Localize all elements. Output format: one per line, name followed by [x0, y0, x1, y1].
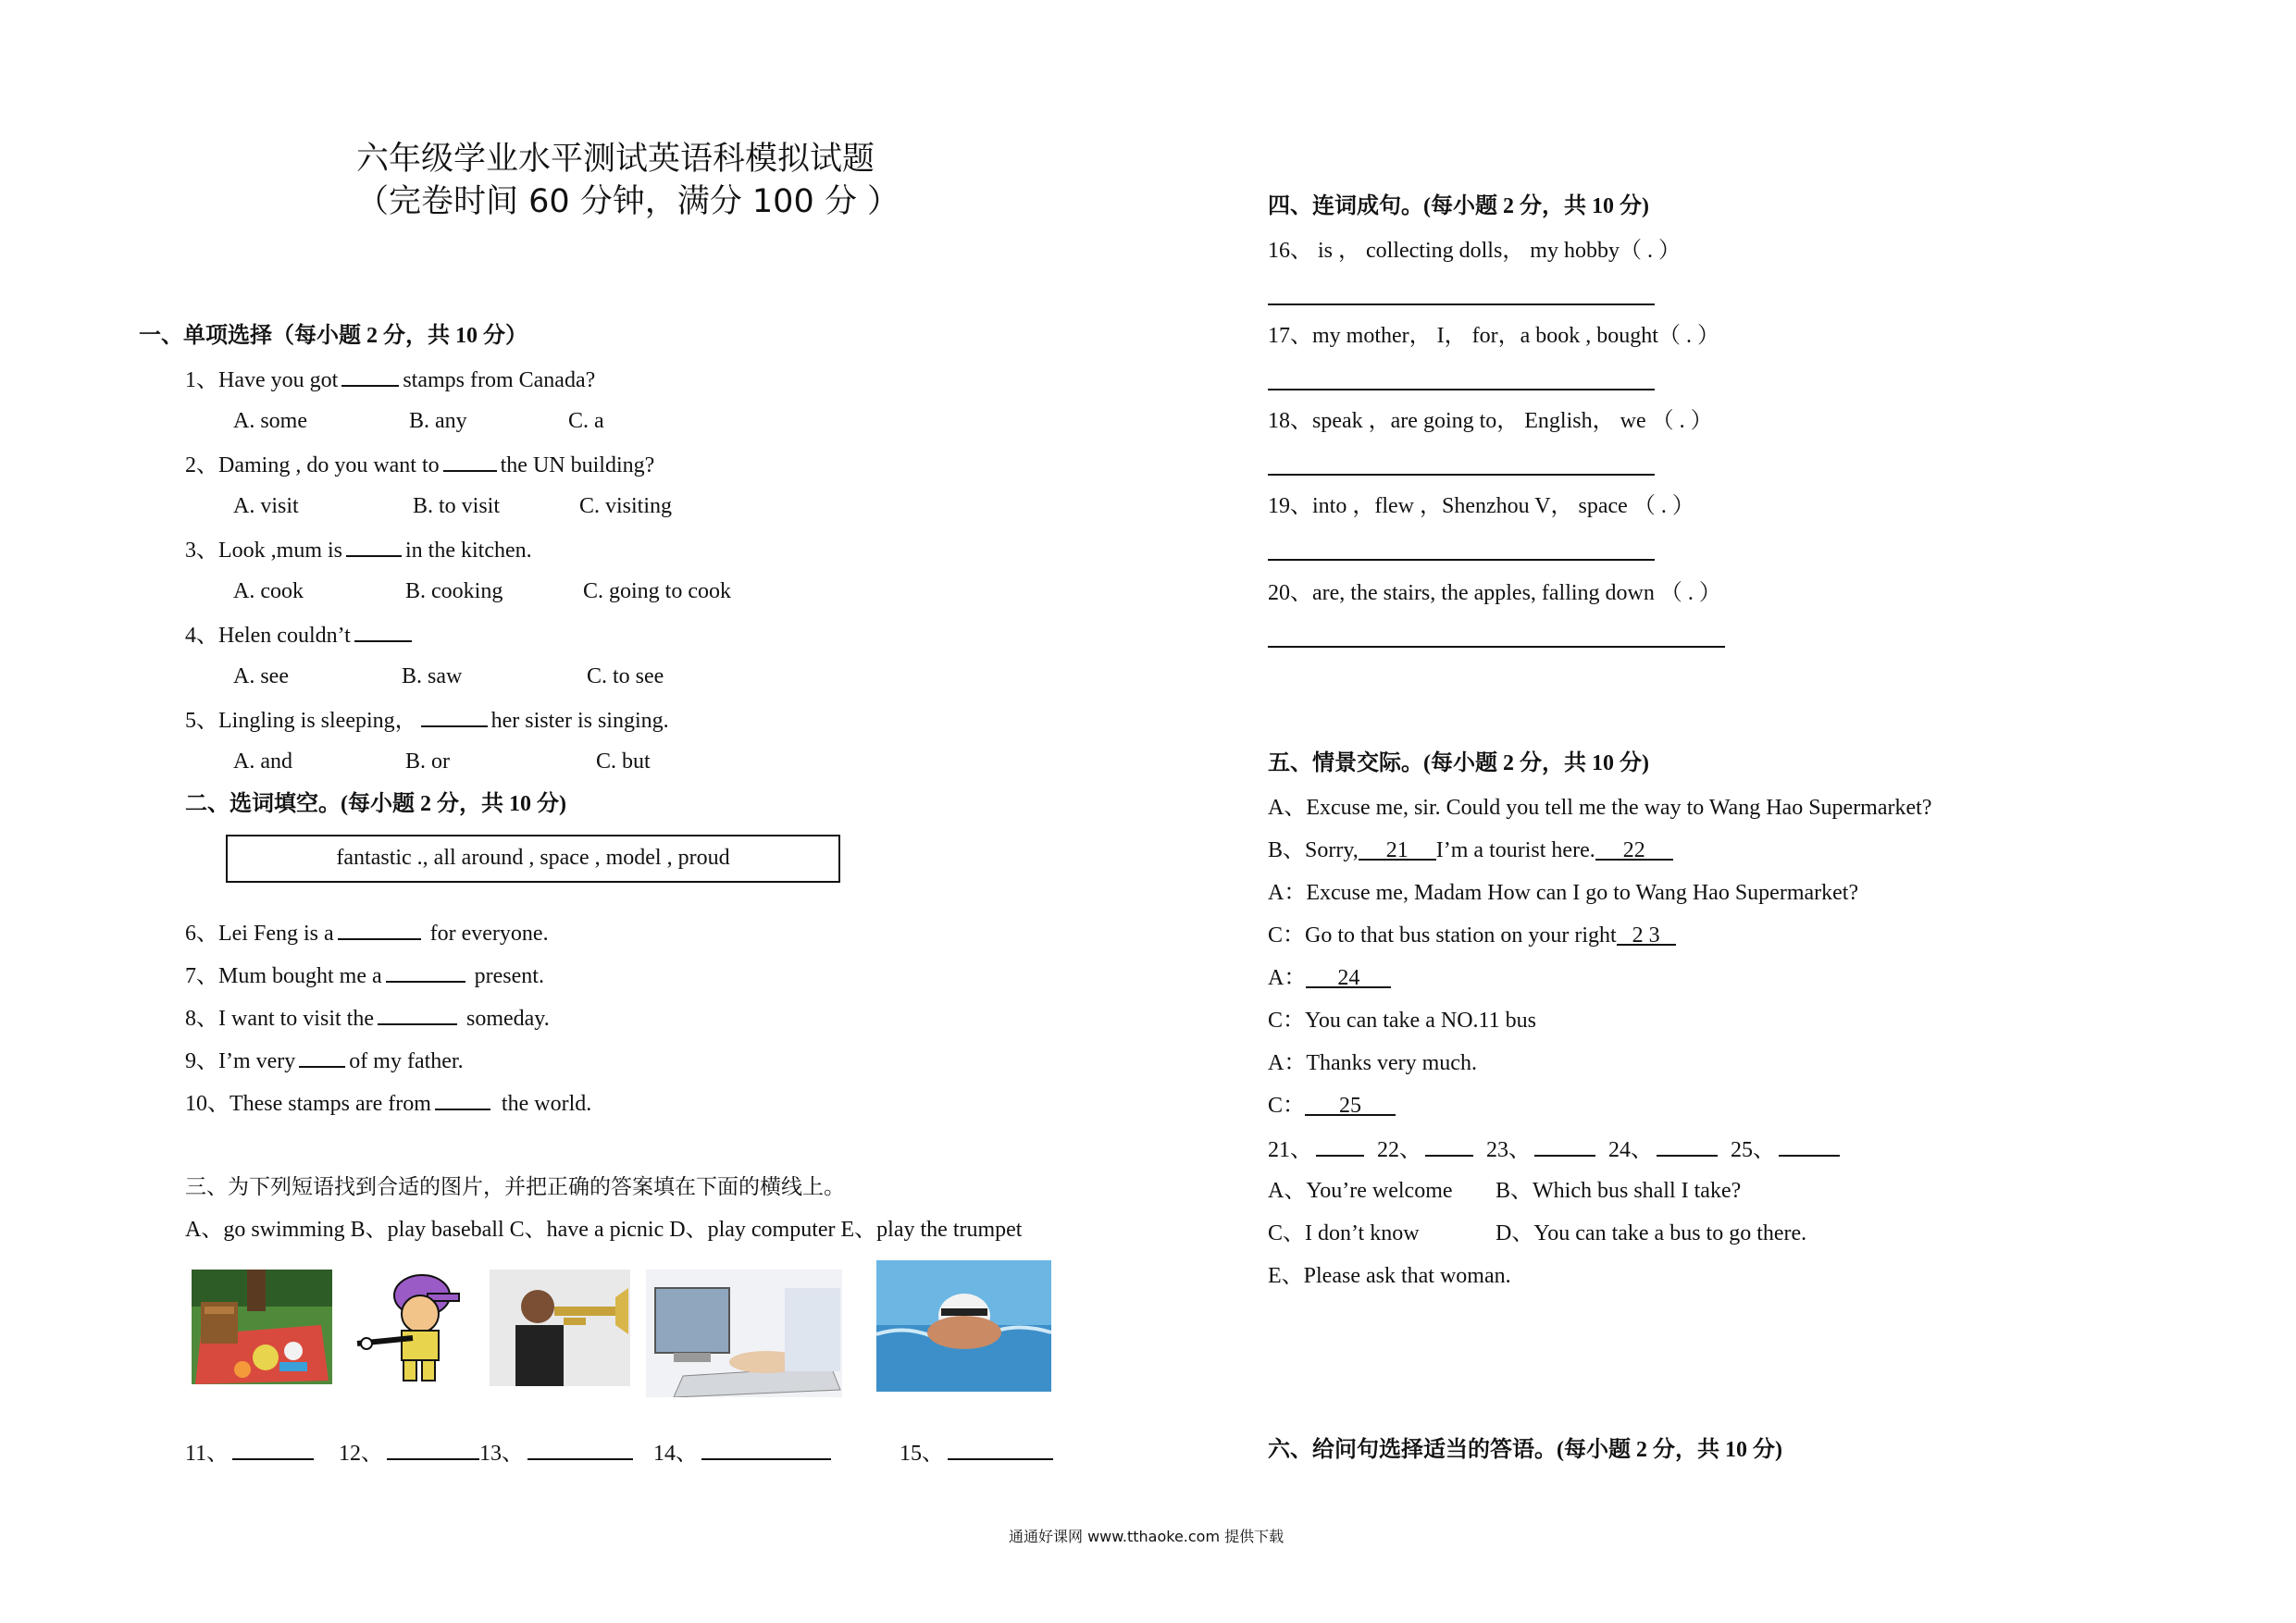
question-18: 18、speak ，are going to， English， we （ . ） — [1268, 409, 1713, 433]
dialogue-option-a: A、You’re welcome — [1268, 1179, 1453, 1203]
dialogue-option-e: E、Please ask that woman. — [1268, 1264, 1511, 1288]
question-6: 6、Lei Feng is a for everyone. — [185, 918, 549, 948]
question-16: 16、 is ， collecting dolls， my hobby（ . ） — [1268, 239, 1681, 263]
dialogue-blank-24: 24 — [1306, 964, 1391, 988]
section-5-heading: 五、情景交际。(每小题 2 分，共 10 分) — [1268, 751, 1649, 775]
q1-option-a: A. some — [233, 409, 307, 433]
q4-option-c: C. to see — [587, 664, 664, 688]
dialogue-line-2: B、Sorry, 21 I’m a tourist here. 22 — [1268, 836, 1673, 864]
dialogue-line-4: C：Go to that bus station on your right 2 3 — [1268, 922, 1676, 949]
question-3: 3、Look ,mum is in the kitchen. — [185, 535, 532, 564]
section-4-heading: 四、连词成句。(每小题 2 分，共 10 分) — [1268, 194, 1649, 218]
q4-option-b: B. saw — [402, 664, 463, 688]
baseball-picture — [348, 1270, 474, 1388]
picnic-picture — [192, 1270, 332, 1384]
question-5: 5、Lingling is sleeping， her sister is singing. — [185, 705, 669, 735]
dialogue-line-8: C： 25 — [1268, 1092, 1396, 1120]
section-1-heading: 一、单项选择（每小题 2 分，共 10 分） — [139, 324, 527, 348]
q5-option-b: B. or — [405, 750, 450, 774]
question-7: 7、Mum bought me a present. — [185, 960, 544, 990]
dialogue-line-6: C：You can take a NO.11 bus — [1268, 1009, 1536, 1033]
dialogue-blank-21: 21 — [1359, 836, 1436, 861]
dialogue-option-d: D、You can take a bus to go there. — [1496, 1221, 1807, 1245]
footer-credit: 通通好课网 www.tthaoke.com 提供下载 — [1009, 1528, 1285, 1545]
question-20: 20、are, the stairs, the apples, falling down （ . ） — [1268, 581, 1721, 605]
dialogue-line-5: A： 24 — [1268, 964, 1391, 992]
question-2: 2、Daming , do you want to the UN building? — [185, 450, 654, 479]
exam-subtitle: （完卷时间 60 分钟，满分 100 分 ） — [356, 183, 900, 220]
dialogue-blank-25: 25 — [1305, 1092, 1396, 1116]
dialogue-line-1: A、Excuse me, sir. Could you tell me the way to Wang Hao Supermarket? — [1268, 796, 1932, 820]
dialogue-answer-row: 21、 22、 23、 24、 25、 — [1268, 1134, 1843, 1164]
q2-option-a: A. visit — [233, 494, 299, 518]
q1-option-b: B. any — [409, 409, 467, 433]
computer-picture — [646, 1270, 842, 1397]
word-bank-box: fantastic ., all around , space , model , proud — [226, 835, 840, 883]
answer-line-16 — [1268, 304, 1655, 305]
question-10: 10、These stamps are from the world. — [185, 1088, 591, 1118]
q1-option-c: C. a — [568, 409, 604, 433]
section-6-heading: 六、给问句选择适当的答语。(每小题 2 分，共 10 分) — [1268, 1438, 1782, 1462]
section-2-heading: 二、选词填空。(每小题 2 分，共 10 分) — [185, 792, 566, 816]
q5-option-a: A. and — [233, 750, 292, 774]
answer-line-20 — [1268, 646, 1725, 648]
q3-option-c: C. going to cook — [583, 579, 731, 603]
question-19: 19、into ，flew ，Shenzhou V， space （ . ） — [1268, 494, 1694, 518]
dialogue-line-7: A：Thanks very much. — [1268, 1051, 1477, 1075]
q3-option-b: B. cooking — [405, 579, 503, 603]
q5-option-c: C. but — [596, 750, 651, 774]
question-9: 9、I’m very of my father. — [185, 1046, 464, 1075]
answer-line-18 — [1268, 474, 1655, 476]
q4-option-a: A. see — [233, 664, 289, 688]
dialogue-option-c: C、I don’t know — [1268, 1221, 1420, 1245]
answer-line-19 — [1268, 559, 1655, 561]
section-3-heading: 三、为下列短语找到合适的图片，并把正确的答案填在下面的横线上。 — [185, 1175, 845, 1199]
question-8: 8、I want to visit the someday. — [185, 1003, 550, 1033]
q3-option-a: A. cook — [233, 579, 304, 603]
question-17: 17、my mother， I， for，a book , bought（ . ） — [1268, 324, 1719, 348]
question-1: 1、Have you got stamps from Canada? — [185, 365, 595, 394]
dialogue-option-b: B、Which bus shall I take? — [1496, 1179, 1742, 1203]
picture-answer-11: 11、 — [185, 1438, 317, 1468]
picture-answer-14: 14、 — [653, 1438, 835, 1468]
section-3-phrases: A、go swimming B、play baseball C、have a picnic D、play computer E、play the trumpet — [185, 1218, 1023, 1242]
question-4: 4、Helen couldn’t — [185, 620, 416, 650]
swimming-picture — [876, 1260, 1051, 1392]
exam-title: 六年级学业水平测试英语科模拟试题 — [356, 141, 875, 178]
trumpet-picture — [490, 1270, 630, 1386]
dialogue-blank-23: 2 3 — [1617, 922, 1676, 946]
dialogue-line-3: A：Excuse me, Madam How can I go to Wang Hao Supermarket? — [1268, 881, 1859, 905]
q2-option-c: C. visiting — [579, 494, 673, 518]
picture-answer-12: 12、 13、 — [339, 1438, 637, 1468]
answer-line-17 — [1268, 389, 1655, 390]
dialogue-blank-22: 22 — [1595, 836, 1673, 861]
picture-answer-15: 15、 — [900, 1438, 1057, 1468]
q2-option-b: B. to visit — [413, 494, 501, 518]
